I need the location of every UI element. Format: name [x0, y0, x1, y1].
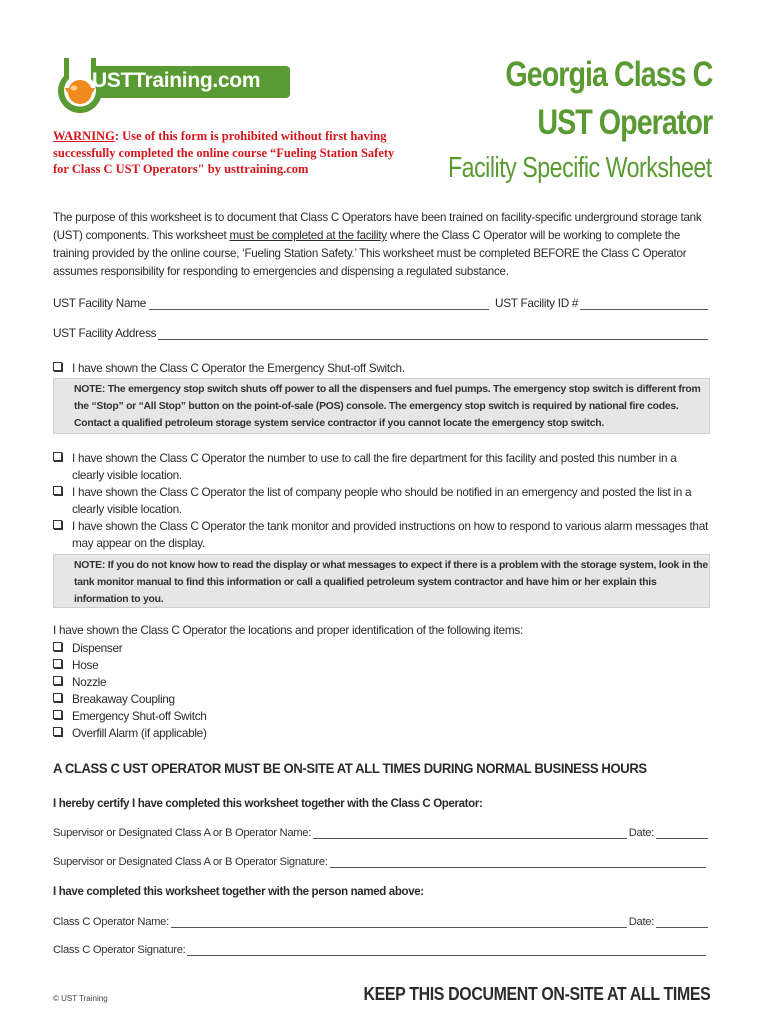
checkbox[interactable] [53, 710, 62, 719]
note-tank-monitor: NOTE: If you do not know how to read the display or what messages to expect if there is a problem with the storage system, look in the tank monitor manual to find this information or call a qualified petroleum system contractor and have him or her explain this information to you. [53, 554, 710, 608]
checkbox[interactable] [53, 659, 62, 668]
checkbox[interactable] [53, 727, 62, 736]
supervisor-signature-label: Supervisor or Designated Class A or B Operator Signature: [53, 856, 328, 868]
operator-name-label: Class C Operator Name: [53, 916, 169, 928]
item-label: Nozzle [72, 675, 107, 689]
check-fire-dept [53, 450, 713, 484]
facility-row [53, 296, 708, 310]
check-tank-monitor [53, 518, 713, 552]
operator-signature-label: Class C Operator Signature: [53, 944, 186, 956]
intro-underlined: must be completed at the facility [229, 229, 387, 242]
item-label: Emergency Shut-off Switch [72, 709, 207, 723]
warning-label: WARNING [53, 129, 115, 143]
facility-id-label: UST Facility ID # [495, 296, 579, 310]
operator-signature-row [53, 944, 708, 956]
check-shutoff [53, 360, 405, 377]
checkbox[interactable] [53, 693, 62, 702]
logo [50, 54, 290, 112]
item-row [53, 640, 122, 657]
item-row [53, 708, 207, 725]
check-company-people [53, 484, 713, 518]
keep-onsite-notice: KEEP THIS DOCUMENT ON-SITE AT ALL TIMES [363, 983, 710, 1004]
supervisor-date-field[interactable] [656, 827, 708, 839]
item-row [53, 725, 207, 742]
intro-part-1: The purpose of this worksheet is to document that Class C Operators have been trained on facility-specific underground storage tank (UST) components. This worksheet [53, 211, 702, 242]
checkbox[interactable] [53, 452, 62, 461]
item-row [53, 674, 106, 691]
operator-date-label: Date: [628, 916, 654, 928]
supervisor-signature-row [53, 856, 708, 868]
check-fire-dept-text: I have shown the Class C Operator the number to use to call the fire department for this facility and posted this number in a clearly visible location. [72, 451, 677, 482]
cert-supervisor: I hereby certify I have completed this worksheet together with the Class C Operator: [53, 798, 483, 810]
supervisor-date-label: Date: [628, 827, 654, 839]
check-company-people-text: I have shown the Class C Operator the list of company people who should be notified in an emergency and posted the list in a clearly visible location. [72, 485, 692, 516]
facility-id-field[interactable] [580, 297, 708, 310]
warning-body: : Use of this form is prohibited without first having successfully completed the online course “Fueling Station Safety for Class C UST Operators" by usttraining.com [53, 129, 395, 176]
subtitle: Facility Specific Worksheet [448, 152, 712, 184]
intro-paragraph [53, 209, 713, 281]
checkbox[interactable] [53, 486, 62, 495]
onsite-heading: A CLASS C UST OPERATOR MUST BE ON-SITE AT ALL TIMES DURING NORMAL BUSINESS HOURS [53, 761, 647, 777]
supervisor-name-field[interactable] [313, 827, 627, 839]
check-tank-monitor-text: I have shown the Class C Operator the tank monitor and provided instructions on how to respond to various alarm messages that may appear on the display. [72, 519, 708, 550]
warning-text [53, 128, 398, 178]
operator-signature-field[interactable] [187, 944, 706, 956]
item-label: Hose [72, 658, 99, 672]
operator-date-field[interactable] [656, 916, 708, 928]
title-line-1: Georgia Class C [505, 55, 712, 94]
item-row [53, 691, 175, 708]
item-label: Breakaway Coupling [72, 692, 175, 706]
operator-name-field[interactable] [171, 916, 627, 928]
item-label: Overfill Alarm (if applicable) [72, 726, 207, 740]
address-row [53, 326, 708, 340]
supervisor-signature-field[interactable] [330, 856, 706, 868]
checkbox[interactable] [53, 520, 62, 529]
item-label: Dispenser [72, 641, 123, 655]
check-shutoff-text: I have shown the Class C Operator the Emergency Shut-off Switch. [72, 361, 405, 375]
logo-text: USTTraining.com [92, 69, 261, 92]
facility-address-field[interactable] [158, 327, 708, 340]
copyright: © UST Training [53, 994, 108, 1003]
note-shutoff: NOTE: The emergency stop switch shuts off power to all the dispensers and fuel pumps. The emergency stop switch is different from the “Stop” or “All Stop” button on the point-of-sale (POS) console. The emergency stop switch is required by national fire codes. Contact a qualified petroleum storage system service contractor if you cannot locate the emergency stop switch. [53, 378, 710, 434]
items-intro: I have shown the Class C Operator the locations and proper identification of the following items: [53, 623, 523, 637]
supervisor-name-label: Supervisor or Designated Class A or B Operator Name: [53, 827, 311, 839]
checkbox[interactable] [53, 362, 62, 371]
cert-operator: I have completed this worksheet together with the person named above: [53, 886, 424, 898]
checkbox[interactable] [53, 676, 62, 685]
intro-part-2: where the Class C Operator will be working to complete the training provided by the online course, ‘Fueling Station Safety.’ This worksheet must be completed BEFORE the Class C Operator assumes responsibility for responding to emergencies and dispensing a regulated substance. [53, 229, 687, 278]
supervisor-name-row [53, 827, 708, 839]
facility-name-field[interactable] [149, 297, 489, 310]
title-line-2: UST Operator [537, 103, 712, 142]
operator-name-row [53, 916, 708, 928]
facility-address-label: UST Facility Address [53, 326, 157, 340]
facility-name-label: UST Facility Name [53, 296, 147, 310]
checkbox[interactable] [53, 642, 62, 651]
item-row [53, 657, 98, 674]
